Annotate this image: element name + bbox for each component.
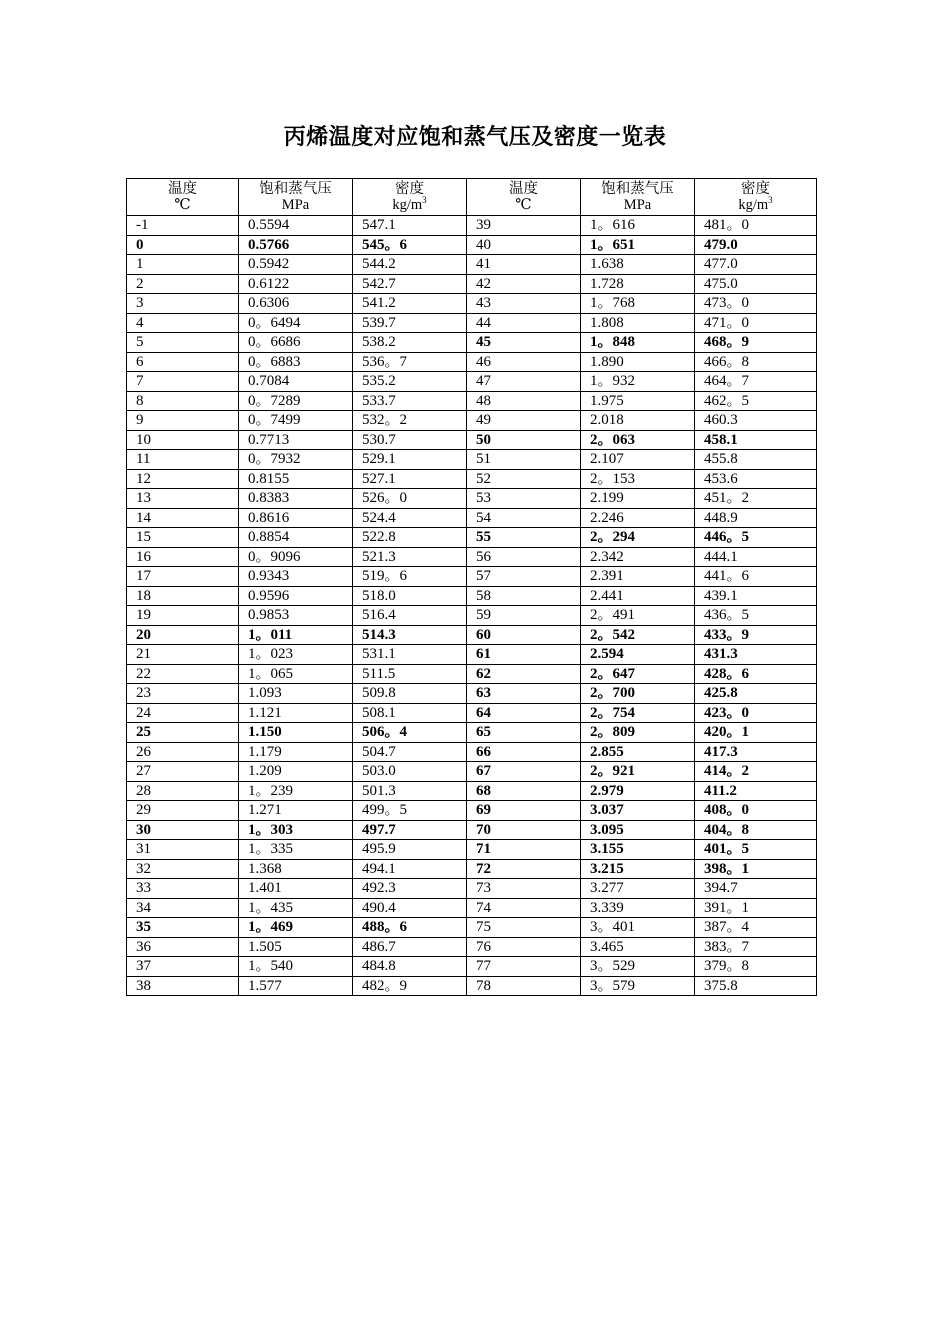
table-row xyxy=(127,216,817,236)
temperature-cell: 74 xyxy=(467,898,581,918)
density-cell: 462。5 xyxy=(695,391,817,411)
density-cell: 423。0 xyxy=(695,703,817,723)
header-density: 密度 $kg/m^3$ xyxy=(695,179,817,216)
vapor-pressure-cell: 1.368 xyxy=(239,859,353,879)
vapor-pressure-cell: 1.638 xyxy=(581,255,695,275)
density-cell: 509.8 xyxy=(353,684,467,704)
vapor-pressure-cell: 3.215 xyxy=(581,859,695,879)
density-cell: 394.7 xyxy=(695,879,817,899)
density-cell: 497.7 xyxy=(353,820,467,840)
density-cell: 506。4 xyxy=(353,723,467,743)
density-cell: 441。6 xyxy=(695,567,817,587)
density-cell: 495.9 xyxy=(353,840,467,860)
temperature-cell: 13 xyxy=(127,489,239,509)
density-cell: 464。7 xyxy=(695,372,817,392)
temperature-cell: 72 xyxy=(467,859,581,879)
temperature-cell: 44 xyxy=(467,313,581,333)
temperature-cell: 30 xyxy=(127,820,239,840)
vapor-pressure-cell: 1.890 xyxy=(581,352,695,372)
vapor-pressure-cell: 0.9343 xyxy=(239,567,353,587)
temperature-cell: 10 xyxy=(127,430,239,450)
density-cell: 494.1 xyxy=(353,859,467,879)
vapor-pressure-cell: 0.5594 xyxy=(239,216,353,236)
vapor-pressure-cell: 2。491 xyxy=(581,606,695,626)
vapor-pressure-cell: 1。065 xyxy=(239,664,353,684)
vapor-pressure-cell: 2。700 xyxy=(581,684,695,704)
temperature-cell: 4 xyxy=(127,313,239,333)
temperature-cell: 34 xyxy=(127,898,239,918)
table-row xyxy=(127,664,817,684)
table-row xyxy=(127,742,817,762)
vapor-pressure-cell: 0.7713 xyxy=(239,430,353,450)
vapor-pressure-cell: 1.179 xyxy=(239,742,353,762)
table-row xyxy=(127,937,817,957)
vapor-pressure-cell: 2.855 xyxy=(581,742,695,762)
temperature-cell: 6 xyxy=(127,352,239,372)
vapor-pressure-cell: 2.979 xyxy=(581,781,695,801)
table-row xyxy=(127,879,817,899)
vapor-pressure-cell: 3.095 xyxy=(581,820,695,840)
temperature-cell: 66 xyxy=(467,742,581,762)
vapor-pressure-cell: 1.093 xyxy=(239,684,353,704)
vapor-pressure-cell: 1。616 xyxy=(581,216,695,236)
density-cell: 542.7 xyxy=(353,274,467,294)
temperature-cell: 49 xyxy=(467,411,581,431)
density-cell: 511.5 xyxy=(353,664,467,684)
density-cell: 411.2 xyxy=(695,781,817,801)
temperature-cell: 42 xyxy=(467,274,581,294)
temperature-cell: 3 xyxy=(127,294,239,314)
density-cell: 379。8 xyxy=(695,957,817,977)
temperature-cell: 14 xyxy=(127,508,239,528)
temperature-cell: 37 xyxy=(127,957,239,977)
density-cell: 473。0 xyxy=(695,294,817,314)
temperature-cell: 70 xyxy=(467,820,581,840)
density-cell: 529.1 xyxy=(353,450,467,470)
header-temperature: 温度 ℃ xyxy=(467,179,581,216)
temperature-cell: 78 xyxy=(467,976,581,996)
temperature-cell: 36 xyxy=(127,937,239,957)
table-row xyxy=(127,762,817,782)
temperature-cell: 38 xyxy=(127,976,239,996)
density-cell: 417.3 xyxy=(695,742,817,762)
density-cell: 433。9 xyxy=(695,625,817,645)
density-cell: 503.0 xyxy=(353,762,467,782)
density-cell: 531.1 xyxy=(353,645,467,665)
temperature-cell: 59 xyxy=(467,606,581,626)
vapor-pressure-cell: 3.037 xyxy=(581,801,695,821)
vapor-pressure-cell: 1.121 xyxy=(239,703,353,723)
density-cell: 439.1 xyxy=(695,586,817,606)
density-cell: 475.0 xyxy=(695,274,817,294)
table-row xyxy=(127,235,817,255)
vapor-pressure-cell: 1.209 xyxy=(239,762,353,782)
density-cell: 460.3 xyxy=(695,411,817,431)
density-cell: 527.1 xyxy=(353,469,467,489)
temperature-cell: 31 xyxy=(127,840,239,860)
vapor-pressure-cell: 2。921 xyxy=(581,762,695,782)
temperature-cell: 53 xyxy=(467,489,581,509)
density-cell: 444.1 xyxy=(695,547,817,567)
vapor-pressure-cell: 2。542 xyxy=(581,625,695,645)
temperature-cell: 1 xyxy=(127,255,239,275)
density-cell: 547.1 xyxy=(353,216,467,236)
temperature-cell: 28 xyxy=(127,781,239,801)
header-vapor-pressure: 饱和蒸气压 MPa xyxy=(239,179,353,216)
vapor-pressure-cell: 0。6686 xyxy=(239,333,353,353)
table-row xyxy=(127,723,817,743)
vapor-pressure-cell: 2.018 xyxy=(581,411,695,431)
temperature-cell: 35 xyxy=(127,918,239,938)
table-row xyxy=(127,391,817,411)
table-row xyxy=(127,352,817,372)
temperature-cell: 71 xyxy=(467,840,581,860)
density-cell: 488。6 xyxy=(353,918,467,938)
table-row xyxy=(127,333,817,353)
vapor-pressure-cell: 2。294 xyxy=(581,528,695,548)
density-cell: 428。6 xyxy=(695,664,817,684)
temperature-cell: 18 xyxy=(127,586,239,606)
temperature-cell: 5 xyxy=(127,333,239,353)
temperature-cell: 69 xyxy=(467,801,581,821)
table-row xyxy=(127,450,817,470)
table-row xyxy=(127,411,817,431)
vapor-pressure-cell: 1.150 xyxy=(239,723,353,743)
density-cell: 533.7 xyxy=(353,391,467,411)
vapor-pressure-cell: 1。335 xyxy=(239,840,353,860)
table-row xyxy=(127,528,817,548)
temperature-cell: 29 xyxy=(127,801,239,821)
density-cell: 468。9 xyxy=(695,333,817,353)
temperature-cell: 21 xyxy=(127,645,239,665)
density-cell: 519。6 xyxy=(353,567,467,587)
vapor-pressure-cell: 2。063 xyxy=(581,430,695,450)
table-row xyxy=(127,586,817,606)
temperature-cell: 63 xyxy=(467,684,581,704)
temperature-cell: 67 xyxy=(467,762,581,782)
temperature-cell: 76 xyxy=(467,937,581,957)
vapor-pressure-cell: 1。540 xyxy=(239,957,353,977)
vapor-pressure-cell: 0。7289 xyxy=(239,391,353,411)
density-cell: 504.7 xyxy=(353,742,467,762)
density-cell: 446。5 xyxy=(695,528,817,548)
vapor-pressure-cell: 2.246 xyxy=(581,508,695,528)
vapor-pressure-cell: 0.5766 xyxy=(239,235,353,255)
density-cell: 499。5 xyxy=(353,801,467,821)
vapor-pressure-cell: 3。529 xyxy=(581,957,695,977)
table-row xyxy=(127,508,817,528)
temperature-cell: 26 xyxy=(127,742,239,762)
density-cell: 471。0 xyxy=(695,313,817,333)
density-cell: 387。4 xyxy=(695,918,817,938)
vapor-pressure-cell: 0.7084 xyxy=(239,372,353,392)
density-cell: 404。8 xyxy=(695,820,817,840)
vapor-pressure-cell: 2。153 xyxy=(581,469,695,489)
density-cell: 492.3 xyxy=(353,879,467,899)
temperature-cell: 12 xyxy=(127,469,239,489)
density-cell: 481。0 xyxy=(695,216,817,236)
density-cell: 514.3 xyxy=(353,625,467,645)
density-cell: 408。0 xyxy=(695,801,817,821)
temperature-cell: 40 xyxy=(467,235,581,255)
temperature-cell: 57 xyxy=(467,567,581,587)
density-cell: 538.2 xyxy=(353,333,467,353)
table-row xyxy=(127,313,817,333)
density-cell: 383。7 xyxy=(695,937,817,957)
density-cell: 448.9 xyxy=(695,508,817,528)
temperature-cell: 61 xyxy=(467,645,581,665)
temperature-cell: 25 xyxy=(127,723,239,743)
vapor-pressure-cell: 1.808 xyxy=(581,313,695,333)
vapor-pressure-cell: 1。435 xyxy=(239,898,353,918)
vapor-pressure-cell: 1.728 xyxy=(581,274,695,294)
temperature-cell: 17 xyxy=(127,567,239,587)
temperature-cell: 33 xyxy=(127,879,239,899)
vapor-pressure-cell: 2.107 xyxy=(581,450,695,470)
density-cell: 375.8 xyxy=(695,976,817,996)
vapor-pressure-cell: 0。7499 xyxy=(239,411,353,431)
vapor-pressure-cell: 0。6883 xyxy=(239,352,353,372)
density-cell: 425.8 xyxy=(695,684,817,704)
density-cell: 530.7 xyxy=(353,430,467,450)
vapor-pressure-cell: 1。303 xyxy=(239,820,353,840)
density-cell: 545。6 xyxy=(353,235,467,255)
temperature-cell: 24 xyxy=(127,703,239,723)
header-vapor-pressure: 饱和蒸气压 MPa xyxy=(581,179,695,216)
density-cell: 544.2 xyxy=(353,255,467,275)
temperature-cell: 11 xyxy=(127,450,239,470)
vapor-pressure-cell: 0.8155 xyxy=(239,469,353,489)
table-row xyxy=(127,625,817,645)
temperature-cell: 54 xyxy=(467,508,581,528)
temperature-cell: 8 xyxy=(127,391,239,411)
density-cell: 398。1 xyxy=(695,859,817,879)
density-cell: 518.0 xyxy=(353,586,467,606)
temperature-cell: 46 xyxy=(467,352,581,372)
temperature-cell: 58 xyxy=(467,586,581,606)
temperature-cell: -1 xyxy=(127,216,239,236)
vapor-pressure-cell: 3.465 xyxy=(581,937,695,957)
vapor-pressure-cell: 2.594 xyxy=(581,645,695,665)
temperature-cell: 77 xyxy=(467,957,581,977)
vapor-pressure-cell: 3。401 xyxy=(581,918,695,938)
table-row xyxy=(127,274,817,294)
table-row xyxy=(127,606,817,626)
vapor-pressure-cell: 3.155 xyxy=(581,840,695,860)
density-cell: 484.8 xyxy=(353,957,467,977)
vapor-pressure-cell: 0.6122 xyxy=(239,274,353,294)
vapor-pressure-cell: 0.9596 xyxy=(239,586,353,606)
vapor-pressure-cell: 0.8383 xyxy=(239,489,353,509)
table-row xyxy=(127,430,817,450)
density-cell: 431.3 xyxy=(695,645,817,665)
temperature-cell: 16 xyxy=(127,547,239,567)
vapor-pressure-cell: 0.9853 xyxy=(239,606,353,626)
table-row xyxy=(127,820,817,840)
density-cell: 451。2 xyxy=(695,489,817,509)
temperature-cell: 23 xyxy=(127,684,239,704)
vapor-pressure-cell: 0.8854 xyxy=(239,528,353,548)
density-cell: 486.7 xyxy=(353,937,467,957)
temperature-cell: 62 xyxy=(467,664,581,684)
temperature-cell: 51 xyxy=(467,450,581,470)
table-body xyxy=(127,216,817,996)
page-title: 丙烯温度对应饱和蒸气压及密度一览表 xyxy=(283,125,667,150)
table-row xyxy=(127,372,817,392)
density-cell: 482。9 xyxy=(353,976,467,996)
density-cell: 501.3 xyxy=(353,781,467,801)
vapor-pressure-cell: 0。7932 xyxy=(239,450,353,470)
vapor-pressure-cell: 2。754 xyxy=(581,703,695,723)
vapor-pressure-cell: 0.8616 xyxy=(239,508,353,528)
temperature-cell: 60 xyxy=(467,625,581,645)
density-cell: 466。8 xyxy=(695,352,817,372)
temperature-cell: 39 xyxy=(467,216,581,236)
density-cell: 521.3 xyxy=(353,547,467,567)
density-cell: 541.2 xyxy=(353,294,467,314)
table-row xyxy=(127,781,817,801)
vapor-pressure-cell: 1。651 xyxy=(581,235,695,255)
temperature-cell: 55 xyxy=(467,528,581,548)
vapor-pressure-cell: 1.505 xyxy=(239,937,353,957)
temperature-cell: 7 xyxy=(127,372,239,392)
propylene-data-table xyxy=(126,178,817,996)
vapor-pressure-cell: 2.199 xyxy=(581,489,695,509)
density-cell: 526。0 xyxy=(353,489,467,509)
temperature-cell: 50 xyxy=(467,430,581,450)
temperature-cell: 64 xyxy=(467,703,581,723)
temperature-cell: 32 xyxy=(127,859,239,879)
vapor-pressure-cell: 1。023 xyxy=(239,645,353,665)
density-cell: 391。1 xyxy=(695,898,817,918)
table-row xyxy=(127,645,817,665)
vapor-pressure-cell: 2.342 xyxy=(581,547,695,567)
vapor-pressure-cell: 1.577 xyxy=(239,976,353,996)
vapor-pressure-cell: 1。469 xyxy=(239,918,353,938)
table-row xyxy=(127,976,817,996)
vapor-pressure-cell: 2.441 xyxy=(581,586,695,606)
table-row xyxy=(127,957,817,977)
temperature-cell: 52 xyxy=(467,469,581,489)
density-cell: 455.8 xyxy=(695,450,817,470)
temperature-cell: 15 xyxy=(127,528,239,548)
temperature-cell: 73 xyxy=(467,879,581,899)
table-row xyxy=(127,801,817,821)
vapor-pressure-cell: 2.391 xyxy=(581,567,695,587)
temperature-cell: 41 xyxy=(467,255,581,275)
temperature-cell: 20 xyxy=(127,625,239,645)
vapor-pressure-cell: 1.271 xyxy=(239,801,353,821)
density-cell: 536。7 xyxy=(353,352,467,372)
temperature-cell: 9 xyxy=(127,411,239,431)
temperature-cell: 0 xyxy=(127,235,239,255)
vapor-pressure-cell: 2。647 xyxy=(581,664,695,684)
vapor-pressure-cell: 3.339 xyxy=(581,898,695,918)
temperature-cell: 27 xyxy=(127,762,239,782)
temperature-cell: 48 xyxy=(467,391,581,411)
table-row xyxy=(127,840,817,860)
vapor-pressure-cell: 0。9096 xyxy=(239,547,353,567)
table-row xyxy=(127,489,817,509)
density-cell: 477.0 xyxy=(695,255,817,275)
temperature-cell: 56 xyxy=(467,547,581,567)
density-cell: 401。5 xyxy=(695,840,817,860)
table-row xyxy=(127,567,817,587)
temperature-cell: 43 xyxy=(467,294,581,314)
density-cell: 414。2 xyxy=(695,762,817,782)
density-cell: 436。5 xyxy=(695,606,817,626)
vapor-pressure-cell: 1。932 xyxy=(581,372,695,392)
density-cell: 516.4 xyxy=(353,606,467,626)
temperature-cell: 65 xyxy=(467,723,581,743)
table-row xyxy=(127,255,817,275)
table-row xyxy=(127,918,817,938)
density-cell: 535.2 xyxy=(353,372,467,392)
vapor-pressure-cell: 0.6306 xyxy=(239,294,353,314)
vapor-pressure-cell: 1.401 xyxy=(239,879,353,899)
vapor-pressure-cell: 2。809 xyxy=(581,723,695,743)
density-cell: 522.8 xyxy=(353,528,467,548)
temperature-cell: 75 xyxy=(467,918,581,938)
temperature-cell: 2 xyxy=(127,274,239,294)
vapor-pressure-cell: 0。6494 xyxy=(239,313,353,333)
temperature-cell: 19 xyxy=(127,606,239,626)
temperature-cell: 45 xyxy=(467,333,581,353)
table-row xyxy=(127,469,817,489)
density-cell: 524.4 xyxy=(353,508,467,528)
density-cell: 420。1 xyxy=(695,723,817,743)
vapor-pressure-cell: 1。011 xyxy=(239,625,353,645)
vapor-pressure-cell: 1.975 xyxy=(581,391,695,411)
vapor-pressure-cell: 1。848 xyxy=(581,333,695,353)
density-cell: 508.1 xyxy=(353,703,467,723)
table-header-row xyxy=(127,179,817,216)
vapor-pressure-cell: 3。579 xyxy=(581,976,695,996)
temperature-cell: 22 xyxy=(127,664,239,684)
temperature-cell: 68 xyxy=(467,781,581,801)
table-row xyxy=(127,684,817,704)
table-row xyxy=(127,294,817,314)
table-row xyxy=(127,547,817,567)
header-temperature: 温度 ℃ xyxy=(127,179,239,216)
density-cell: 479.0 xyxy=(695,235,817,255)
table-row xyxy=(127,898,817,918)
vapor-pressure-cell: 0.5942 xyxy=(239,255,353,275)
vapor-pressure-cell: 1。239 xyxy=(239,781,353,801)
density-cell: 453.6 xyxy=(695,469,817,489)
density-cell: 458.1 xyxy=(695,430,817,450)
temperature-cell: 47 xyxy=(467,372,581,392)
table-row xyxy=(127,703,817,723)
density-cell: 539.7 xyxy=(353,313,467,333)
vapor-pressure-cell: 3.277 xyxy=(581,879,695,899)
vapor-pressure-cell: 1。768 xyxy=(581,294,695,314)
table-row xyxy=(127,859,817,879)
header-density: 密度 $kg/m^3$ xyxy=(353,179,467,216)
density-cell: 490.4 xyxy=(353,898,467,918)
density-cell: 532。2 xyxy=(353,411,467,431)
